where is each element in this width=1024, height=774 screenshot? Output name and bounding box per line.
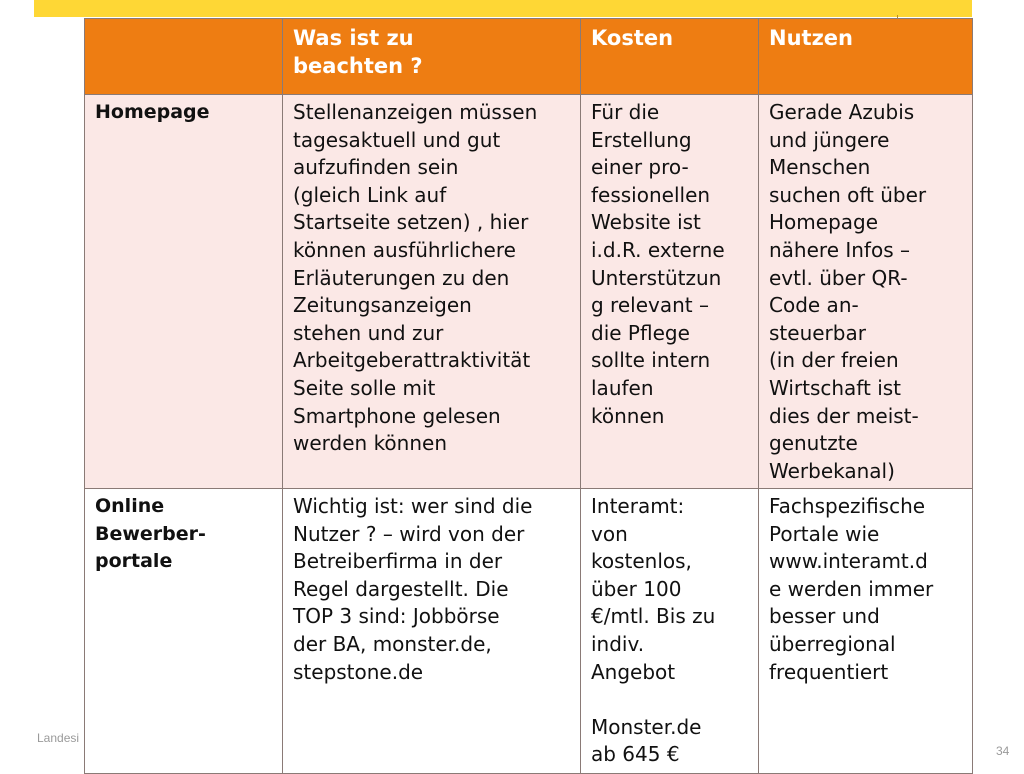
row-label-cell: Homepage (85, 95, 283, 489)
beachten-cell: Wichtig ist: wer sind die Nutzer ? – wird von der Betreiberfirma in der Regel dargestellt. Die TOP 3 sind: Jobbörse der BA, monster.de, stepstone.de (283, 489, 581, 774)
table-row-homepage (85, 95, 973, 489)
kosten-cell: Interamt: von kostenlos, über 100 €/mtl. Bis zu indiv. Angebot Monster.de ab 645 € (581, 489, 759, 774)
header-corner-cell (85, 19, 283, 95)
table-header-row (85, 19, 973, 95)
footer-text: Landesi (37, 731, 80, 745)
comparison-table (84, 18, 973, 774)
beachten-cell: Stellenanzeigen müssen tagesaktuell und gut aufzufinden sein (gleich Link auf Startseite setzen) , hier können ausführlichere Erläuterungen zu den Zeitungsanzeigen stehen und zur Arbeitgeberattraktivität Seite solle mit Smartphone gelesen werden können (283, 95, 581, 489)
header-was-ist-zu-beachten: Was ist zu beachten ? (283, 19, 581, 95)
top-accent-bar (34, 0, 972, 17)
nutzen-cell: Gerade Azubis und jüngere Menschen suchen oft über Homepage nähere Infos – evtl. über QR- Code an- steuerbar (in der freien Wirtschaft ist dies der meist- genutzte Werbekanal) (759, 95, 973, 489)
nutzen-cell: Fachspezifische Portale wie www.interamt.d e werden immer besser und überregional frequentiert (759, 489, 973, 774)
page-number: 34 (996, 744, 1010, 758)
row-label-cell: Online Bewerber- portale (85, 489, 283, 774)
table-row-online-bewerberportale (85, 489, 973, 774)
header-kosten: Kosten (581, 19, 759, 95)
header-nutzen: Nutzen (759, 19, 973, 95)
kosten-cell: Für die Erstellung einer pro- fessionellen Website ist i.d.R. externe Unterstützun g relevant – die Pflege sollte intern laufen können (581, 95, 759, 489)
